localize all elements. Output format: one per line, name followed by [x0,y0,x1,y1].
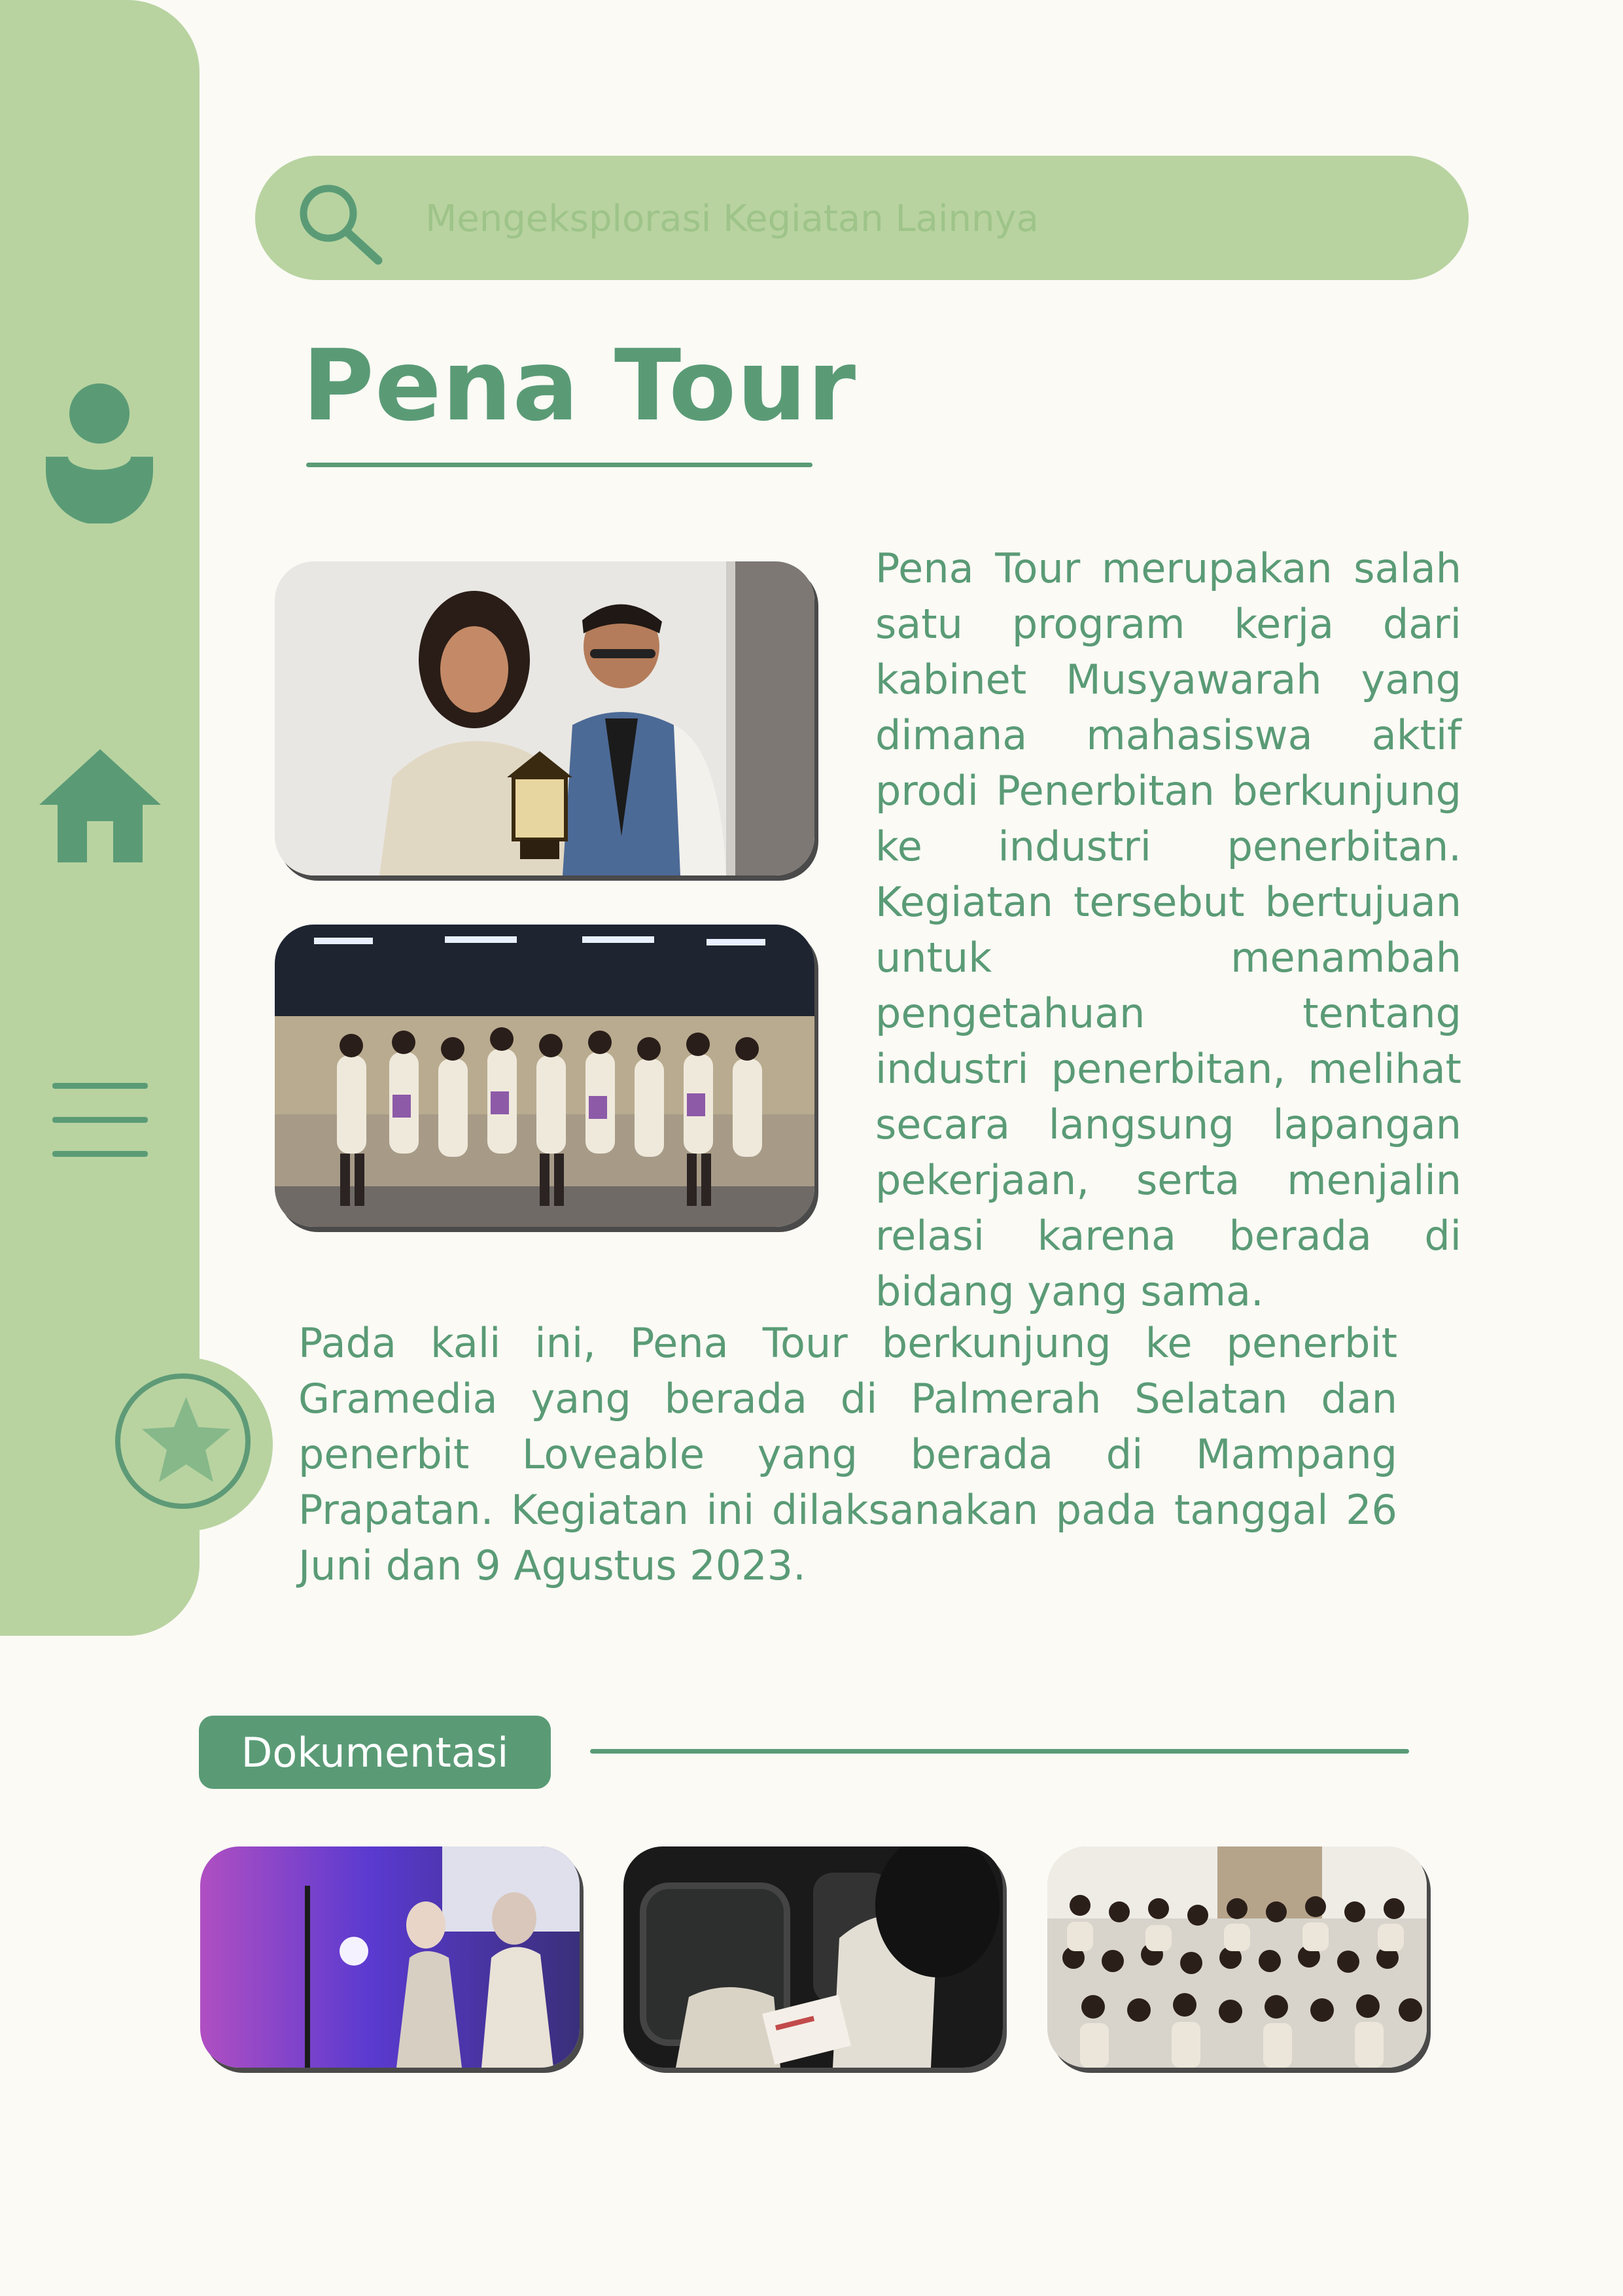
home-icon[interactable] [38,746,162,867]
search-bar[interactable] [255,156,1469,280]
search-input[interactable] [424,190,1408,247]
user-icon[interactable] [41,380,158,527]
paragraph-intro: Pena Tour merupakan salah satu program kerja dari kabinet Musyawarah yang dimana mahasiswa aktif prodi Penerbitan berkunjung ke industri penerbitan. Kegiatan tersebut bertujuan untuk menambah pengetahuan tentang industri penerbitan, melihat secara langsung lapangan pekerjaan, serta menjalin relasi karena berada di bidang yang sama. [875,544,1461,1315]
gallery-photo-booth [200,1846,580,2068]
documentation-divider [590,1749,1409,1754]
star-badge[interactable] [99,1358,273,1531]
paragraph-visit: Pada kali ini, Pena Tour berkunjung ke penerbit Gramedia yang berada di Palmerah Selatan dan penerbit Loveable yang berada di Mampang Prapatan. Kegiatan ini dilaksanakan pada tanggal 26 Juni dan 9 Agustus 2023. [298,1319,1397,1589]
photo-award-handover [275,561,814,875]
documentation-label: Dokumentasi [199,1716,551,1789]
gallery-photo-group [1047,1846,1427,2068]
star-icon [139,1394,234,1486]
search-icon[interactable] [294,181,386,269]
title-underline [306,463,812,467]
menu-icon[interactable] [52,1083,148,1161]
photo-group-warehouse [275,925,814,1227]
page-title: Pena Tour [302,329,857,443]
gallery-photo-audience [623,1846,1003,2068]
